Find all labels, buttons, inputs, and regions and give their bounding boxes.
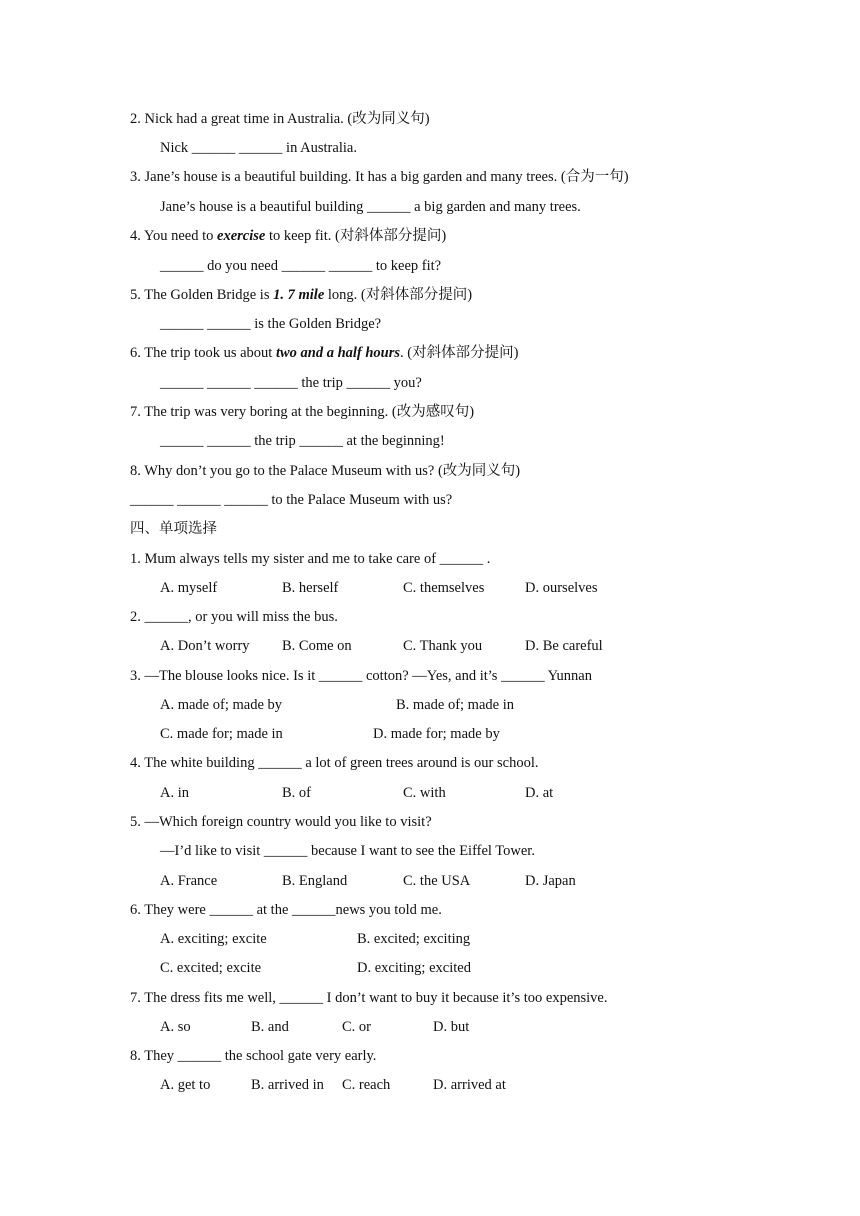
option-d: D. at bbox=[525, 785, 554, 801]
option-b: B. herself bbox=[282, 580, 339, 596]
option-a: A. exciting; excite bbox=[160, 931, 267, 947]
s4-q3-stem: 3. —The blouse looks nice. Is it ______ cotton? —Yes, and it’s ______ Yunnan bbox=[130, 668, 592, 684]
option-d: D. Japan bbox=[525, 873, 576, 889]
option-b: B. arrived in bbox=[251, 1077, 324, 1093]
option-a: A. made of; made by bbox=[160, 697, 283, 713]
s3-q6-answer: ______ ______ ______ the trip ______ you? bbox=[160, 375, 422, 391]
s3-q7-answer: ______ ______ the trip ______ at the beginning! bbox=[160, 433, 445, 449]
s3-q8-stem: 8. Why don’t you go to the Palace Museum with us? (改为同义句) bbox=[130, 463, 521, 479]
s4-q5-stem2: —I’d like to visit ______ because I want to see the Eiffel Tower. bbox=[160, 843, 535, 859]
stem-text: . (对斜体部分提问) bbox=[400, 345, 519, 361]
option-d: D. made for; made by bbox=[373, 726, 500, 742]
s4-q7-stem: 7. The dress fits me well, ______ I don’t want to buy it because it’s too expensive. bbox=[130, 990, 608, 1006]
s3-q5-answer: ______ ______ is the Golden Bridge? bbox=[160, 316, 382, 332]
option-c: C. with bbox=[403, 785, 446, 801]
section-title: 四、单项选择 bbox=[130, 521, 217, 537]
option-a: A. so bbox=[160, 1019, 191, 1035]
option-b: B. excited; exciting bbox=[357, 931, 471, 947]
option-b: B. England bbox=[282, 873, 348, 889]
option-b: B. made of; made in bbox=[396, 697, 514, 713]
s4-q2-stem: 2. ______, or you will miss the bus. bbox=[130, 609, 338, 625]
option-d: D. ourselves bbox=[525, 580, 598, 596]
s3-q8-answer: ______ ______ ______ to the Palace Museum with us? bbox=[130, 492, 453, 508]
s3-q2-answer: Nick ______ ______ in Australia. bbox=[160, 140, 357, 156]
stem-text: to keep fit. (对斜体部分提问) bbox=[265, 228, 447, 244]
s3-q4-stem bbox=[130, 227, 446, 245]
s3-q2-stem: 2. Nick had a great time in Australia. (改为同义句) bbox=[130, 111, 430, 127]
option-c: C. or bbox=[342, 1019, 371, 1035]
s3-q4-answer: ______ do you need ______ ______ to keep fit? bbox=[160, 258, 442, 274]
s3-q7-stem: 7. The trip was very boring at the beginning. (改为感叹句) bbox=[130, 404, 475, 420]
option-c: C. reach bbox=[342, 1077, 391, 1093]
option-b: B. of bbox=[282, 785, 311, 801]
stem-text: 4. You need to bbox=[130, 228, 218, 244]
option-c: C. made for; made in bbox=[160, 726, 283, 742]
s3-q3-answer: Jane’s house is a beautiful building ______ a big garden and many trees. bbox=[160, 199, 581, 215]
option-b: B. and bbox=[251, 1019, 289, 1035]
option-c: C. themselves bbox=[403, 580, 485, 596]
option-c: C. Thank you bbox=[403, 638, 483, 654]
stem-text: 6. The trip took us about bbox=[130, 345, 276, 361]
option-b: B. Come on bbox=[282, 638, 352, 654]
s3-q6-stem bbox=[130, 344, 518, 362]
option-d: D. exciting; excited bbox=[357, 960, 471, 976]
s3-q5-stem bbox=[130, 286, 472, 304]
stem-text: 5. The Golden Bridge is bbox=[130, 287, 274, 303]
s4-q8-stem: 8. They ______ the school gate very early. bbox=[130, 1048, 377, 1064]
stem-text: long. (对斜体部分提问) bbox=[324, 287, 473, 303]
option-a: A. in bbox=[160, 785, 189, 801]
option-a: A. France bbox=[160, 873, 218, 889]
option-d: D. Be careful bbox=[525, 638, 603, 654]
s4-q5-stem: 5. —Which foreign country would you like to visit? bbox=[130, 814, 432, 830]
s4-q6-stem: 6. They were ______ at the ______news you told me. bbox=[130, 902, 442, 918]
option-a: A. myself bbox=[160, 580, 218, 596]
option-a: A. get to bbox=[160, 1077, 211, 1093]
option-d: D. but bbox=[433, 1019, 470, 1035]
s4-q1-stem: 1. Mum always tells my sister and me to take care of ______ . bbox=[130, 551, 491, 567]
emphasis-text: exercise bbox=[217, 228, 266, 244]
option-d: D. arrived at bbox=[433, 1077, 506, 1093]
option-c: C. excited; excite bbox=[160, 960, 262, 976]
s3-q3-stem: 3. Jane’s house is a beautiful building. It has a big garden and many trees. (合为一句) bbox=[130, 169, 629, 185]
option-c: C. the USA bbox=[403, 873, 471, 889]
s4-q4-stem: 4. The white building ______ a lot of green trees around is our school. bbox=[130, 755, 539, 771]
emphasis-text: two and a half hours bbox=[275, 345, 401, 361]
emphasis-text: 1. 7 mile bbox=[273, 287, 325, 303]
option-a: A. Don’t worry bbox=[160, 638, 250, 654]
